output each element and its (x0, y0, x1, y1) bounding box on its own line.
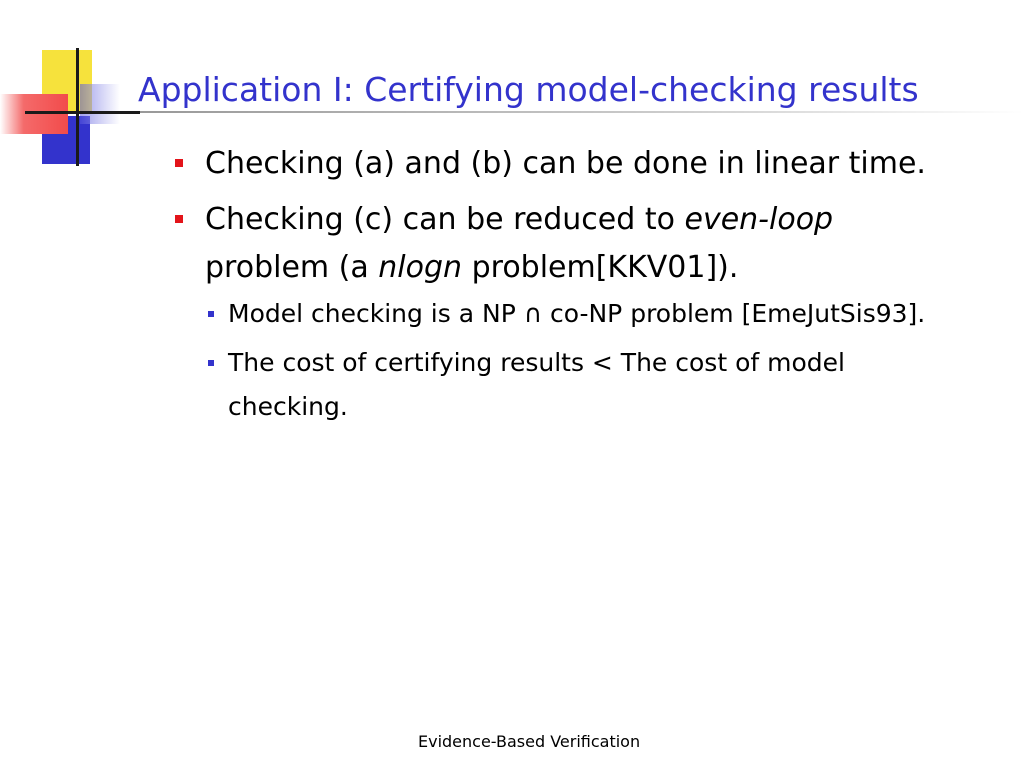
bullet-list (172, 140, 932, 429)
square-bullet-icon (208, 311, 214, 317)
horizontal-line-shape (25, 111, 140, 114)
square-bullet-icon (175, 215, 183, 223)
bullet-text-part-1: Checking (c) can be reduced to (205, 202, 685, 237)
bullet-text: Checking (a) and (b) can be done in linear time. (205, 146, 926, 181)
square-bullet-icon (175, 159, 183, 167)
bullet-text-part-2: problem (a (205, 250, 379, 285)
blue-fade-shape (80, 84, 120, 124)
bullet-item-2 (172, 196, 932, 429)
slide-title: Application I: Certifying model-checking results (138, 70, 919, 109)
bullet-item-1 (172, 140, 932, 188)
sub-bullet-text: Model checking is a NP ∩ co-NP problem [EmeJutSis93]. (228, 299, 926, 328)
sub-bullet-item-2 (205, 341, 932, 429)
sub-bullet-text: The cost of certifying results < The cost of model checking. (228, 348, 845, 421)
bullet-emphasis-even-loop: even-loop (684, 202, 834, 237)
bullet-text-part-3: problem[KKV01]). (462, 250, 739, 285)
bullet-emphasis-nlogn: nlogn (378, 250, 463, 285)
sub-bullet-item-1 (205, 292, 932, 336)
sub-bullet-list (205, 292, 932, 429)
slide-content (172, 140, 932, 437)
title-underline-shape (140, 111, 1024, 113)
vertical-line-shape (76, 48, 79, 166)
slide-footer: Evidence-Based Verification (418, 732, 641, 751)
square-bullet-icon (208, 360, 214, 366)
